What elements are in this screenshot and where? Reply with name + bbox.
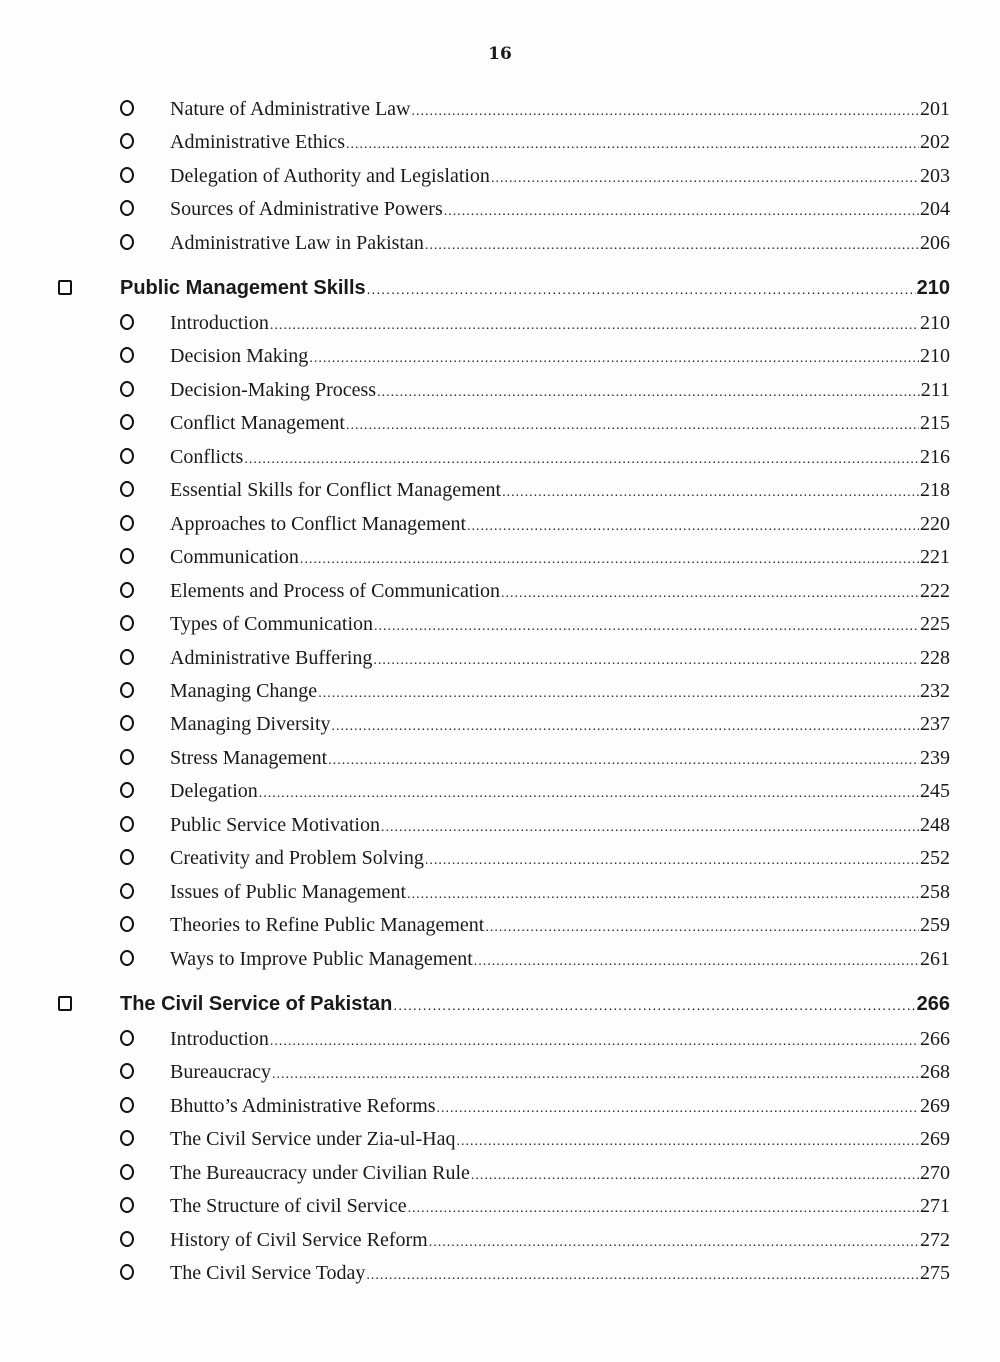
circle-bullet-icon xyxy=(120,167,134,183)
circle-bullet-icon xyxy=(120,782,134,798)
dot-leader xyxy=(332,713,919,736)
entry-title: Public Service Motivation xyxy=(170,813,380,836)
dot-leader xyxy=(474,948,919,971)
circle-bullet-icon xyxy=(120,1164,134,1180)
entry-title: Managing Diversity xyxy=(170,713,331,736)
circle-bullet-icon xyxy=(120,615,134,631)
circle-bullet-icon xyxy=(120,1097,134,1113)
dot-leader xyxy=(374,613,919,636)
dot-leader xyxy=(381,814,919,837)
entry-title: Stress Management xyxy=(170,746,328,769)
entry-page-number: 268 xyxy=(920,1061,950,1084)
circle-bullet-icon xyxy=(120,649,134,665)
dot-leader xyxy=(270,312,919,335)
entry-title: Theories to Refine Public Management xyxy=(170,914,485,937)
entry-title: The Civil Service Today xyxy=(170,1262,366,1285)
circle-bullet-icon xyxy=(120,515,134,531)
entry-page-number: 269 xyxy=(920,1128,950,1151)
toc-entry[interactable] xyxy=(120,780,950,810)
toc-entry[interactable] xyxy=(120,98,950,128)
dot-leader xyxy=(437,1095,919,1118)
circle-bullet-icon xyxy=(120,749,134,765)
entry-title: Approaches to Conflict Management xyxy=(170,512,467,535)
entry-title: Administrative Buffering xyxy=(170,646,373,669)
entry-title: Bhutto’s Administrative Reforms xyxy=(170,1094,436,1117)
toc-entry[interactable] xyxy=(120,131,950,161)
entry-page-number: 232 xyxy=(920,679,950,702)
entry-title: Conflicts xyxy=(170,445,244,468)
toc-entry[interactable] xyxy=(120,914,950,944)
entry-title: The Structure of civil Service xyxy=(170,1195,407,1218)
entry-page-number: 261 xyxy=(920,947,950,970)
circle-bullet-icon xyxy=(120,682,134,698)
dot-leader xyxy=(501,580,919,603)
entry-page-number: 271 xyxy=(920,1195,950,1218)
entry-title: Issues of Public Management xyxy=(170,880,407,903)
toc-entry[interactable] xyxy=(120,1262,950,1292)
entry-title: Decision-Making Process xyxy=(170,378,377,401)
entry-title: Introduction xyxy=(170,1028,269,1050)
dot-leader xyxy=(300,546,919,569)
circle-bullet-icon xyxy=(120,816,134,832)
dot-leader xyxy=(485,914,919,937)
entry-title: Conflict Management xyxy=(170,412,345,435)
entry-page-number: 222 xyxy=(920,579,950,602)
toc-entry[interactable] xyxy=(120,1229,950,1259)
toc-entry[interactable] xyxy=(120,847,950,877)
dot-leader xyxy=(366,1262,919,1285)
toc-entry[interactable] xyxy=(120,647,950,677)
circle-bullet-icon xyxy=(120,347,134,363)
dot-leader xyxy=(318,680,919,703)
square-bullet-icon xyxy=(58,280,72,295)
entry-title: The Bureaucracy under Civilian Rule xyxy=(170,1161,470,1184)
toc-entry[interactable] xyxy=(120,948,950,978)
entry-title: Delegation xyxy=(170,780,258,803)
dot-leader xyxy=(407,881,919,904)
toc-entry[interactable] xyxy=(120,379,950,409)
entry-title: Types of Communication xyxy=(170,613,374,636)
entry-page-number: 225 xyxy=(920,613,950,636)
entry-page-number: 218 xyxy=(920,479,950,502)
toc-entry[interactable] xyxy=(120,165,950,195)
toc-entry[interactable] xyxy=(120,513,950,543)
circle-bullet-icon xyxy=(120,950,134,966)
entry-title: The Civil Service under Zia-ul-Haq xyxy=(170,1128,456,1151)
toc-entry[interactable] xyxy=(120,546,950,576)
dot-leader xyxy=(408,1195,919,1218)
toc-entry[interactable] xyxy=(120,814,950,844)
toc-entry[interactable] xyxy=(120,680,950,710)
dot-leader xyxy=(367,277,916,300)
circle-bullet-icon xyxy=(120,1063,134,1079)
toc-entry[interactable] xyxy=(120,198,950,228)
toc-entry[interactable] xyxy=(120,713,950,743)
entry-page-number: 239 xyxy=(920,746,950,769)
dot-leader xyxy=(244,446,919,469)
dot-leader xyxy=(346,412,919,435)
section-title: The Civil Service of Pakistan xyxy=(120,993,393,1015)
circle-bullet-icon xyxy=(120,1030,134,1046)
circle-bullet-icon xyxy=(120,582,134,598)
entry-page-number: 215 xyxy=(920,412,950,435)
dot-leader xyxy=(425,232,919,255)
entry-title: Decision Making xyxy=(170,345,309,368)
entry-title: Creativity and Problem Solving xyxy=(170,847,424,870)
dot-leader xyxy=(491,165,919,188)
dot-leader xyxy=(456,1128,919,1151)
entry-page-number: 245 xyxy=(920,780,950,803)
circle-bullet-icon xyxy=(120,200,134,216)
entry-title: Managing Change xyxy=(170,679,318,702)
toc-entry[interactable] xyxy=(120,446,950,476)
entry-title: History of Civil Service Reform xyxy=(170,1228,428,1251)
dot-leader xyxy=(502,479,919,502)
entry-page-number: 266 xyxy=(920,1028,950,1050)
toc-section-heading[interactable] xyxy=(58,993,950,1023)
dot-leader xyxy=(467,513,919,536)
entry-page-number: 275 xyxy=(920,1262,950,1285)
dot-leader xyxy=(309,345,919,368)
entry-page-number: 202 xyxy=(920,131,950,154)
toc-entry[interactable] xyxy=(120,232,950,262)
page-number: 16 xyxy=(488,44,512,64)
dot-leader xyxy=(346,131,919,154)
entry-page-number: 270 xyxy=(920,1161,950,1184)
entry-page-number: 269 xyxy=(920,1094,950,1117)
entry-title: Communication xyxy=(170,546,299,569)
toc-section-heading[interactable] xyxy=(58,277,950,307)
entry-title: Ways to Improve Public Management xyxy=(170,947,473,970)
entry-page-number: 203 xyxy=(920,164,950,187)
circle-bullet-icon xyxy=(120,1130,134,1146)
dot-leader xyxy=(272,1061,919,1084)
entry-page-number: 272 xyxy=(920,1228,950,1251)
circle-bullet-icon xyxy=(120,1264,134,1280)
circle-bullet-icon xyxy=(120,100,134,116)
toc-entry[interactable] xyxy=(120,1162,950,1192)
toc-entry[interactable] xyxy=(120,1195,950,1225)
circle-bullet-icon xyxy=(120,883,134,899)
circle-bullet-icon xyxy=(120,916,134,932)
entry-page-number: 221 xyxy=(920,546,950,569)
circle-bullet-icon xyxy=(120,381,134,397)
entry-page-number: 204 xyxy=(920,198,950,221)
entry-page-number: 259 xyxy=(920,914,950,937)
entry-title: Introduction xyxy=(170,312,269,334)
circle-bullet-icon xyxy=(120,481,134,497)
toc-entry[interactable] xyxy=(120,580,950,610)
entry-page-number: 201 xyxy=(920,98,950,120)
circle-bullet-icon xyxy=(120,849,134,865)
dot-leader xyxy=(425,847,919,870)
toc-entry[interactable] xyxy=(120,1095,950,1125)
entry-title: Delegation of Authority and Legislation xyxy=(170,164,490,187)
entry-title: Essential Skills for Conflict Management xyxy=(170,479,502,502)
circle-bullet-icon xyxy=(120,1231,134,1247)
toc-entry[interactable] xyxy=(120,1028,950,1058)
entry-page-number: 216 xyxy=(920,445,950,468)
entry-title: Administrative Law in Pakistan xyxy=(170,231,424,254)
dot-leader xyxy=(328,747,919,770)
toc-entry[interactable] xyxy=(120,613,950,643)
entry-title: Nature of Administrative Law xyxy=(170,98,411,120)
section-page-number: 210 xyxy=(916,277,950,299)
circle-bullet-icon xyxy=(120,133,134,149)
circle-bullet-icon xyxy=(120,548,134,564)
entry-page-number: 210 xyxy=(920,345,950,368)
entry-title: Sources of Administrative Powers xyxy=(170,198,443,221)
entry-title: Elements and Process of Communication xyxy=(170,579,500,602)
entry-page-number: 211 xyxy=(920,378,950,401)
toc-entry[interactable] xyxy=(120,881,950,911)
section-page-number: 266 xyxy=(916,993,950,1015)
dot-leader xyxy=(412,98,920,121)
toc-entry[interactable] xyxy=(120,345,950,375)
circle-bullet-icon xyxy=(120,414,134,430)
circle-bullet-icon xyxy=(120,448,134,464)
entry-page-number: 248 xyxy=(920,813,950,836)
dot-leader xyxy=(393,993,915,1016)
entry-page-number: 228 xyxy=(920,646,950,669)
entry-page-number: 206 xyxy=(920,231,950,254)
entry-title: Bureaucracy xyxy=(170,1061,272,1084)
entry-page-number: 258 xyxy=(920,880,950,903)
circle-bullet-icon xyxy=(120,1197,134,1213)
dot-leader xyxy=(471,1162,919,1185)
entry-page-number: 220 xyxy=(920,512,950,535)
toc-entry[interactable] xyxy=(120,747,950,777)
toc-entry[interactable] xyxy=(120,1061,950,1091)
toc-entry[interactable] xyxy=(120,1128,950,1158)
dot-leader xyxy=(270,1028,919,1051)
circle-bullet-icon xyxy=(120,715,134,731)
dot-leader xyxy=(444,198,919,221)
square-bullet-icon xyxy=(58,996,72,1011)
dot-leader xyxy=(377,379,920,402)
entry-page-number: 210 xyxy=(920,312,950,334)
entry-page-number: 252 xyxy=(920,847,950,870)
circle-bullet-icon xyxy=(120,234,134,250)
circle-bullet-icon xyxy=(120,314,134,330)
dot-leader xyxy=(259,780,919,803)
toc-entry[interactable] xyxy=(120,479,950,509)
section-title: Public Management Skills xyxy=(120,277,366,299)
toc-entry[interactable] xyxy=(120,312,950,342)
dot-leader xyxy=(373,647,919,670)
entry-page-number: 237 xyxy=(920,713,950,736)
toc-entry[interactable] xyxy=(120,412,950,442)
dot-leader xyxy=(429,1229,919,1252)
entry-title: Administrative Ethics xyxy=(170,131,345,154)
